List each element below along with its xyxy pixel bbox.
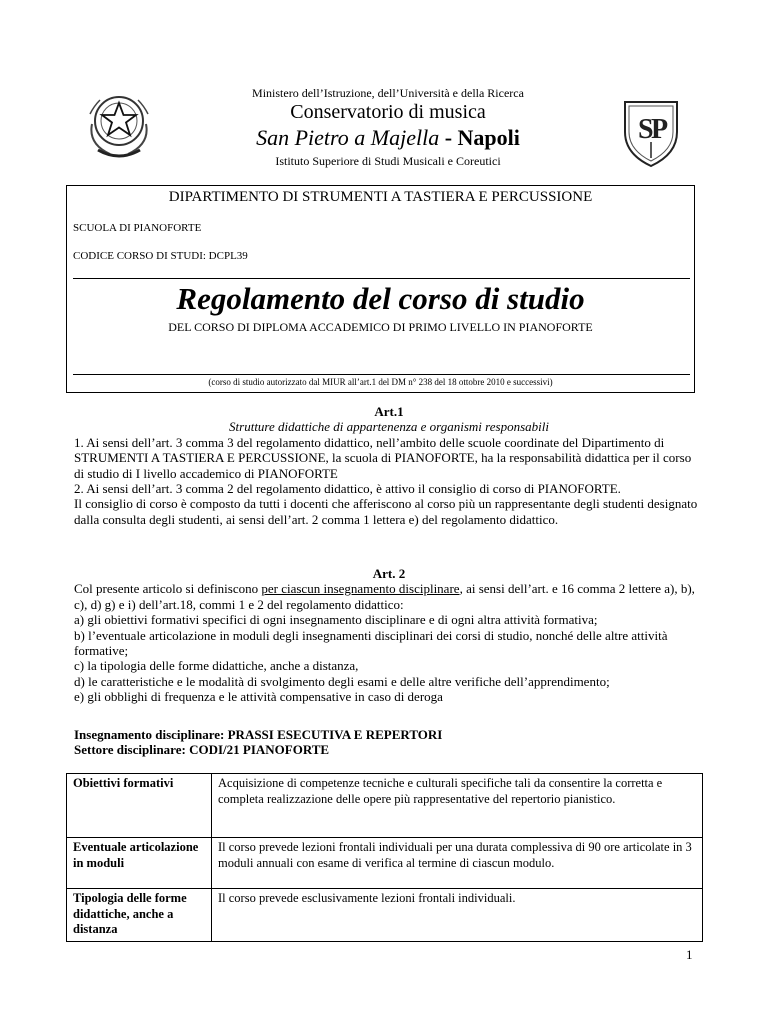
article-1-paragraph-2: 2. Ai sensi dell’art. 3 comma 2 del regolamento didattico, è attivo il consiglio di corso di PIANOFORTE. — [74, 481, 621, 497]
table-row-text: Acquisizione di competenze tecniche e culturali specifiche tali da consentire la corretta e completa realizzazione delle opere più rappresentative del repertorio pianistico. — [212, 774, 703, 838]
article-2-intro-a: Col presente articolo si definiscono — [74, 581, 262, 597]
teaching-line — [74, 727, 704, 742]
svg-text:P: P — [651, 114, 669, 145]
article-2-intro-underlined: per ciascun insegnamento disciplinare — [261, 581, 460, 597]
table-row-label: Obiettivi formativi — [67, 774, 212, 838]
conservatory-name-italic: San Pietro a Majella — [256, 125, 440, 150]
institute-line: Istituto Superiore di Studi Musicali e Coreutici — [275, 154, 501, 168]
article-1-title: Art.1 — [374, 404, 404, 419]
article-2-item-d: d) le caratteristiche e le modalità di svolgimento degli esami e delle altre verifiche dell’apprendimento; — [74, 673, 610, 689]
article-2-intro — [74, 581, 704, 612]
san-pietro-a-majella-shield-icon — [617, 86, 685, 168]
article-2 — [74, 566, 704, 705]
table-row-label: Eventuale articolazione in moduli — [67, 838, 212, 889]
title-rule-top — [73, 278, 690, 279]
article-2-item-a: a) gli obiettivi formativi specifici di ogni insegnamento disciplinare e di ogni altra attività formativa; — [74, 612, 598, 628]
teaching-label: Insegnamento disciplinare: — [74, 727, 225, 742]
course-info-table — [66, 773, 703, 942]
department-title: DIPARTIMENTO DI STRUMENTI A TASTIERA E PERCUSSIONE — [168, 189, 593, 205]
conservatory-name — [200, 125, 576, 151]
article-1-paragraph-1: 1. Ai sensi dell’art. 3 comma 3 del regolamento didattico, nell’ambito delle scuole coordinate del Dipartimento di STRUMENTI A TASTIERA E PERCUSSIONE, la scuola di PIANOFORTE, ha la responsabilità didattica per il corso di studio di I livello accademico di PIANOFORTE — [74, 434, 692, 481]
article-1-subtitle: Strutture didattiche di appartenenza e organismi responsabili — [229, 419, 549, 435]
regulation-title: Regolamento del corso di studio — [176, 281, 585, 316]
table-row-text: Il corso prevede lezioni frontali individuali per una durata complessiva di 90 ore articolate in 3 moduli annuali con esame di verifica al termine di ciascun modulo. — [212, 838, 703, 889]
article-2-item-e: e) gli obblighi di frequenza e le attività compensative in caso di deroga — [74, 689, 443, 705]
italian-republic-emblem-icon — [80, 84, 158, 164]
conservatory-line: Conservatorio di musica — [290, 101, 486, 123]
authorization-note: (corso di studio autorizzato dal MIUR all’art.1 del DM n° 238 del 18 ottobre 2010 e successivi) — [208, 377, 553, 387]
page-number: 1 — [686, 947, 693, 962]
course-code: CODICE CORSO DI STUDI: DCPL39 — [73, 250, 248, 262]
table-row — [67, 838, 703, 889]
teaching-value: PRASSI ESECUTIVA E REPERTORI — [227, 727, 443, 742]
sector-value: CODI/21 PIANOFORTE — [189, 742, 330, 758]
article-2-intro-b: , ai sensi dell’art. e 16 comma 2 lettere a), b), c), d) g) e i) dell’art.18, commi 1 e 2 del regolamento didattico: — [74, 581, 695, 612]
sector-label: Settore disciplinare: — [74, 742, 186, 758]
discipline-heading — [74, 727, 704, 758]
title-box — [66, 185, 695, 393]
city-name: Napoli — [457, 125, 520, 150]
title-rule-bottom — [73, 374, 690, 375]
article-1-paragraph-3: Il consiglio di corso è composto da tutti i docenti che afferiscono al corso più un rappresentante degli studenti designato dalla consulta degli studenti, ai sensi dell’art. 2 comma 1 lettera e) del regolamento didattico. — [74, 496, 698, 527]
article-2-title: Art. 2 — [372, 566, 406, 581]
table-row — [67, 889, 703, 942]
table-row-text: Il corso prevede esclusivamente lezioni frontali individuali. — [212, 889, 703, 942]
name-dash: - — [439, 125, 458, 150]
ministry-line: Ministero dell’Istruzione, dell’Università e della Ricerca — [252, 86, 524, 100]
article-1 — [74, 404, 704, 527]
svg-text:S: S — [638, 114, 654, 145]
sector-line — [74, 742, 704, 757]
article-2-item-b: b) l’eventuale articolazione in moduli degli insegnamenti disciplinari dei corsi di studio, nonché delle altre attività formative; — [74, 627, 668, 659]
regulation-subtitle: DEL CORSO DI DIPLOMA ACCADEMICO DI PRIMO LIVELLO IN PIANOFORTE — [168, 320, 593, 334]
table-row-label: Tipologia delle forme didattiche, anche a distanza — [67, 889, 212, 942]
school-label: SCUOLA DI PIANOFORTE — [73, 222, 202, 234]
table-row — [67, 774, 703, 838]
article-2-item-c: c) la tipologia delle forme didattiche, anche a distanza, — [74, 658, 359, 674]
